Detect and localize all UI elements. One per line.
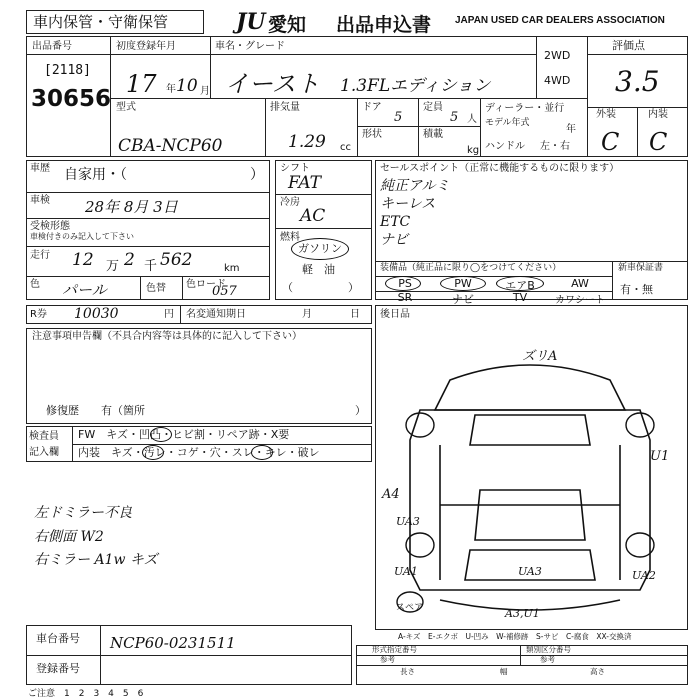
mark-front: ズリA xyxy=(522,349,558,364)
int-dirt-circle xyxy=(142,445,164,460)
door-label: ドア xyxy=(362,102,382,113)
drive-2wd-label: 2WD xyxy=(544,49,571,62)
equip-seat: カワシート xyxy=(555,295,605,306)
inspection-form-label: 受検形態 xyxy=(30,221,70,232)
interior-line: 内装 キズ・汚レ・コゲ・穴・スレ・キレ・破レ xyxy=(78,446,320,459)
seats-value: 5 xyxy=(450,110,459,125)
sen-unit: 千 xyxy=(144,259,158,274)
color-code-value: 057 xyxy=(212,284,237,299)
notes-label: 注意事項申告欄（不具合内容等は具体的に記入して下さい） xyxy=(32,331,302,342)
inspector-label: 検査員 xyxy=(29,431,59,442)
fuel-diesel: 軽 油 xyxy=(302,263,335,276)
fw-dent-circle xyxy=(150,427,172,442)
entry-label: 記入欄 xyxy=(29,447,59,458)
lot-bracket: [2118] xyxy=(44,63,91,78)
dealer-label: ディーラー・並行 xyxy=(485,103,565,114)
kg-unit: kg xyxy=(467,145,480,156)
sales-point-label: セールスポイント（正常に機能するものに限ります） xyxy=(380,163,620,174)
doors-value: 5 xyxy=(394,110,403,125)
grade-score: 3.5 xyxy=(615,65,660,98)
chassis-value: NCP60-0231511 xyxy=(110,634,236,652)
length-label: 長さ xyxy=(400,667,415,676)
lot-number: 30656 xyxy=(31,86,112,112)
km-unit: km xyxy=(224,263,240,274)
shift-label: シフト xyxy=(280,163,310,174)
mileage-man-value: 12 xyxy=(72,250,94,270)
interior-label: 内装 xyxy=(648,109,668,120)
handle-options: 左・右 xyxy=(540,141,570,152)
mark-left-ua3: UA3 xyxy=(396,515,420,528)
mileage-label: 走行 xyxy=(30,250,50,261)
drive-4wd-label: 4WD xyxy=(544,74,571,87)
use-close: ） xyxy=(250,167,264,183)
spare-label: スペア xyxy=(396,603,424,613)
sales-point-3: ETC xyxy=(380,214,411,230)
repair-close: ） xyxy=(355,404,366,417)
shape-label: 形状 xyxy=(362,129,382,140)
inspection-label: 車検 xyxy=(30,195,50,206)
ac-value: AC xyxy=(300,206,326,226)
type-no-label: 形式指定番号 xyxy=(372,645,417,654)
color-no-label: 色ロード xyxy=(186,279,226,290)
after-day-label: 後日品 xyxy=(380,309,410,320)
sales-point-4: ナビ xyxy=(380,232,408,248)
model-year-label: モデル年式 xyxy=(485,118,530,128)
grade-eval-label: 評価点 xyxy=(612,39,645,52)
note-3: 右ミラー A1w キズ xyxy=(34,552,158,568)
yen-unit: 円 xyxy=(164,309,174,320)
mark-rear-ua3: UA3 xyxy=(518,565,542,578)
use-label: 車歴 xyxy=(30,163,50,174)
fuel-label: 燃料 xyxy=(280,232,300,243)
ref-label-2: 参考 xyxy=(540,655,555,664)
recycle-options: 有・無 xyxy=(620,283,653,296)
load-label: 積載 xyxy=(423,129,443,140)
sales-point-2: キーレス xyxy=(380,196,436,212)
fuel-gasoline: ガソリン xyxy=(298,242,342,255)
color-label: 色 xyxy=(30,279,40,290)
car-name-label: 車名・グレード xyxy=(215,41,285,52)
ref-label-1: 参考 xyxy=(380,655,395,664)
mileage-rest-value: 562 xyxy=(160,250,193,270)
mark-left-a4: A4 xyxy=(382,487,400,502)
width-label: 幅 xyxy=(500,667,508,676)
equip-sr: SR xyxy=(397,291,413,304)
reg-year: 17 xyxy=(126,70,157,98)
mileage-sen-value: 2 xyxy=(124,250,135,270)
r-ticket-value: 10030 xyxy=(74,306,119,322)
person-unit: 人 xyxy=(467,114,477,125)
repair-label: 修復歴 有（箇所 xyxy=(46,404,145,417)
car-name-value: イースト xyxy=(225,70,320,98)
sales-point-1: 純正アルミ xyxy=(380,178,450,194)
first-reg-label: 初度登録年月 xyxy=(116,41,176,52)
color-value: パール xyxy=(62,281,107,299)
displacement-label: 排気量 xyxy=(270,102,300,113)
exterior-label: 外装 xyxy=(596,109,616,120)
note-2: 右側面 W2 xyxy=(34,529,104,545)
equip-aw: AW xyxy=(571,277,589,290)
capacity-label: 定員 xyxy=(423,102,443,113)
reg-month-unit: 月 xyxy=(200,86,210,97)
reg-no-label: 登録番号 xyxy=(36,662,80,675)
shift-value: FAT xyxy=(288,173,322,193)
fw-line: FW キズ・凹凸・ヒビ割・リペア跡・X要 xyxy=(78,428,290,441)
color-change-label: 色替 xyxy=(146,283,166,294)
equip-airbag: エアB xyxy=(505,279,535,292)
recycle-label: 新車保証書 xyxy=(618,263,664,273)
exterior-grade: C xyxy=(601,128,620,156)
footer-note: ご注意 1 2 3 4 5 6 xyxy=(28,689,144,699)
equip-pw: PW xyxy=(454,277,472,290)
name-change-label: 名変通知期日 xyxy=(186,309,246,320)
damage-legend: A-キズ E-エクボ U-凹み W-補修跡 S-サビ C-腐食 XX-交換済 xyxy=(398,632,632,641)
class-no-label: 類別区分番号 xyxy=(526,645,571,654)
cc-unit: cc xyxy=(340,142,351,153)
ju-logo: JU xyxy=(236,9,266,35)
equip-ps: PS xyxy=(398,277,412,290)
handle-label: ハンドル xyxy=(485,141,525,152)
mark-rear-a3u1: A3,U1 xyxy=(505,607,540,620)
reg-month: 10 xyxy=(176,76,198,96)
lot-no-label: 出品番号 xyxy=(32,41,72,52)
mark-left-ua1: UA1 xyxy=(394,565,418,578)
man-unit: 万 xyxy=(106,259,120,274)
cooler-label: 冷房 xyxy=(280,197,300,208)
use-value: 自家用・（ xyxy=(64,167,127,183)
model-type-value: CBA-NCP60 xyxy=(118,136,223,156)
height-label: 高さ xyxy=(590,667,605,676)
name-change-day: 日 xyxy=(350,309,360,320)
model-type-label: 型式 xyxy=(116,102,136,113)
int-wear-circle xyxy=(251,445,273,460)
mark-right: U1 xyxy=(650,449,670,464)
car-damage-diagram xyxy=(380,340,685,625)
inspection-note: 車検付きのみ記入して下さい xyxy=(30,232,134,241)
model-year-unit: 年 xyxy=(566,124,576,135)
aichi-title: 愛知 xyxy=(268,14,307,36)
equip-navi: ナビ xyxy=(452,293,474,306)
chassis-label: 車台番号 xyxy=(36,632,80,645)
form-title: 出品申込書 xyxy=(336,14,432,36)
grade-value: 1.3FLエディション xyxy=(340,76,491,96)
interior-grade: C xyxy=(649,128,668,156)
displacement-value: 1.29 xyxy=(288,132,326,152)
mark-right-ua2: UA2 xyxy=(632,569,656,582)
equipment-label: 装備品（純正品に限り◯をつけてください） xyxy=(380,263,562,273)
r-ticket-label: R券 xyxy=(30,309,47,320)
inspection-value: 28年 8月 3日 xyxy=(85,198,178,216)
note-1: 左ドミラー不良 xyxy=(34,505,132,521)
storage-label: 車内保管・守衛保管 xyxy=(33,13,169,31)
fuel-other: （ ） xyxy=(282,281,359,294)
equip-tv: TV xyxy=(512,291,528,304)
reg-year-unit: 年 xyxy=(166,84,176,95)
name-change-month: 月 xyxy=(302,309,312,320)
association-name: JAPAN USED CAR DEALERS ASSOCIATION xyxy=(455,15,665,26)
storage-label-box xyxy=(26,10,204,34)
